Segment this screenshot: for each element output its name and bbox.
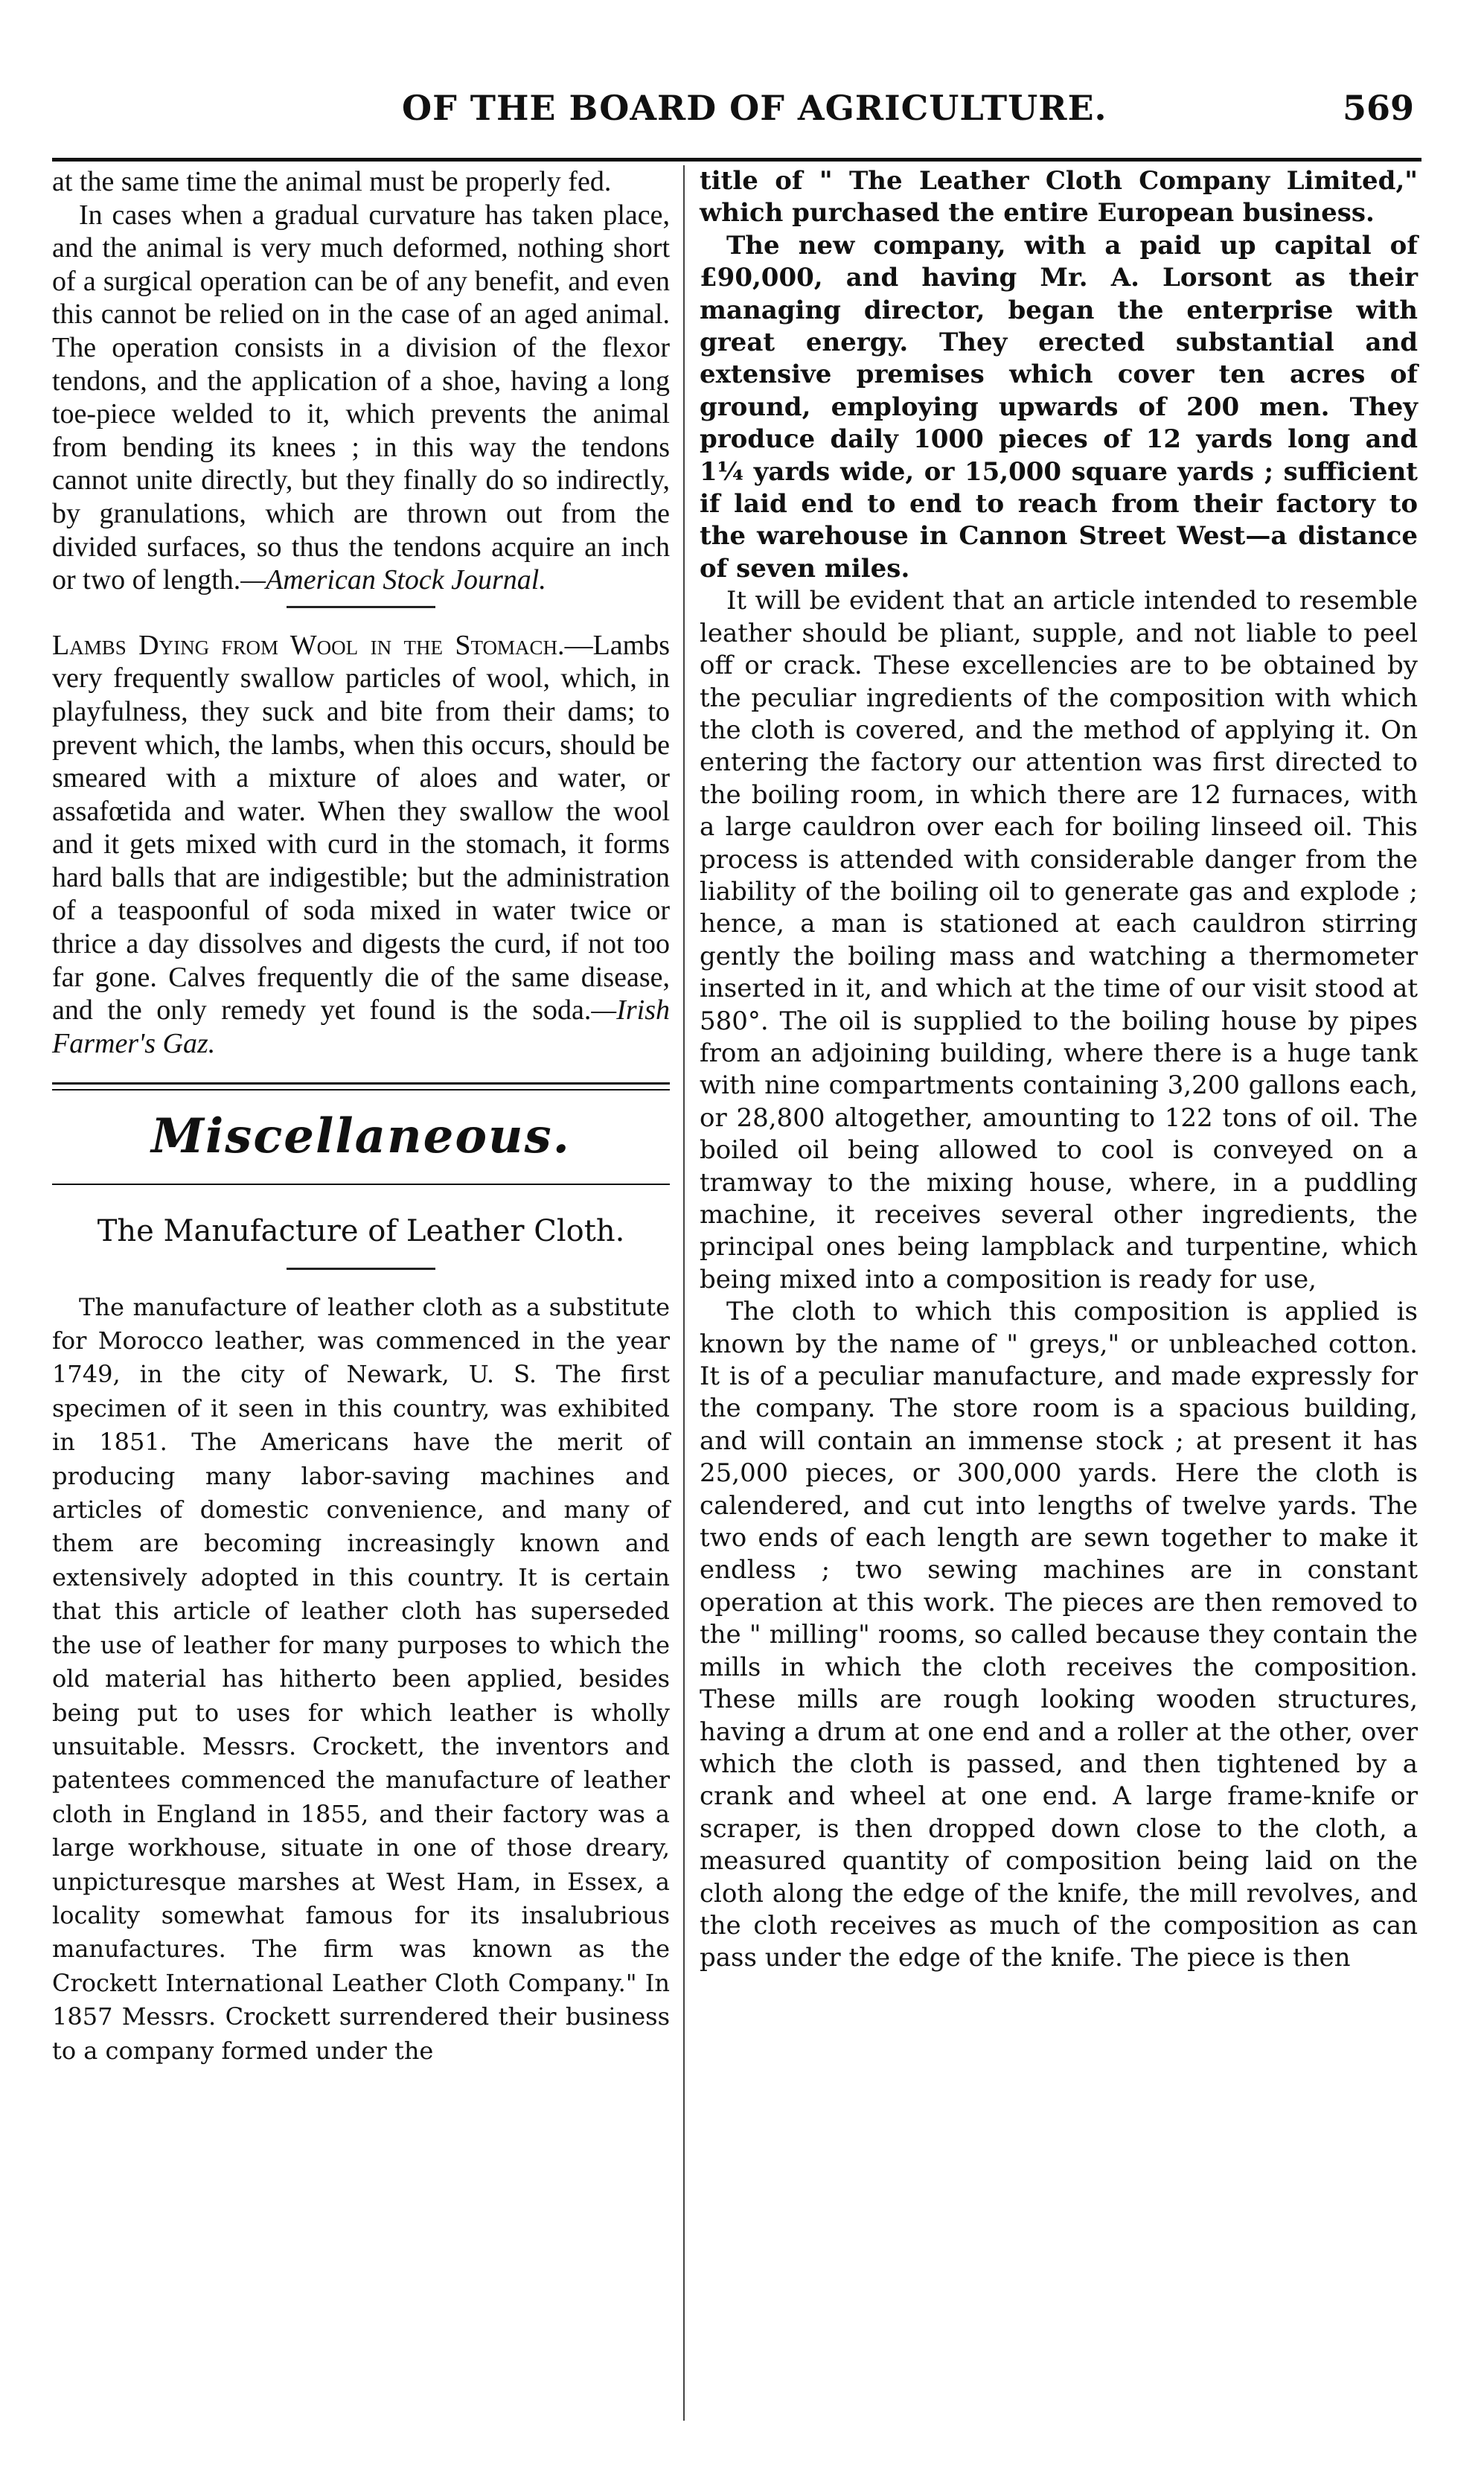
left-column <box>52 165 670 2068</box>
article-rule <box>287 1268 435 1270</box>
section-heading: Miscellaneous. <box>151 1108 571 1165</box>
section-rule-top <box>52 1082 670 1085</box>
section-rule-under <box>52 1184 670 1185</box>
right-paragraph-2: The new company, with a paid up capital of £90,000, and having Mr. A. Lorsont as their managing director, began the enterprise with great energy. They erected substantial and extensive premises which cover ten acres of ground, employing upwards of 200 men. They produce daily 1000 pieces of 12 yards long and 1¼ yards wide, or 15,000 square yards ; sufficient if laid end to end to reach from their factory to the warehouse in Cannon Street West—a distance of seven miles. <box>700 230 1418 584</box>
left-paragraph-4: The manufacture of leather cloth as a substitute for Morocco leather, was commenced in the year 1749, in the city of Newark, U. S. The first specimen of it seen in this country, was exhibited in 1851. The Americans have the merit of producing many labor-saving machines and articles of domestic convenience, and many of them are becoming increasingly known and extensively adopted in this country. It is certain that this article of leather cloth has superseded the use of leather for many purposes to which the old material has hitherto been applied, besides being put to uses for which leather is wholly unsuitable. Messrs. Crockett, the inventors and patentees commenced the manufacture of leather cloth in England in 1855, and their factory was a large workhouse, situate in one of those dreary, unpicturesque marshes at West Ham, in Essex, a locality somewhat famous for its insalubrious manufactures. The firm was known as the Crockett International Leather Cloth Company." In 1857 Messrs. Crockett surrendered their business to a company formed under the <box>52 1292 670 2065</box>
column-divider <box>683 165 685 2421</box>
lambs-heading: Lambs Dying from Wool in the Stomach. <box>52 629 565 661</box>
right-paragraph-4: The cloth to which this composition is applied is known by the name of " greys," or unbleached cotton. It is of a peculiar manufacture, and made expressly for the company. The store room is a spacious building, and will contain an immense stock ; at present it has 25,000 pieces, or 300,000 yards. Here the cloth is calendered, and cut into lengths of twelve yards. The two ends of each length are sewn together to make it endless ; two sewing machines are in constant operation at this work. The pieces are then removed to the " milling" rooms, so called because they contain the mills in which the cloth receives the composition. These mills are rough looking wooden structures, having a drum at one end and a roller at the other, over which the cloth is passed, and then tightened by a crank and wheel at one end. A large frame-knife or scraper, is then dropped down close to the cloth, a measured quantity of composition being laid on the cloth along the edge of the knife, the mill revolves, and the cloth receives as much of the composition as can pass under the edge of the knife. The piece is then <box>700 1297 1418 1973</box>
left-paragraph-2 <box>52 199 670 597</box>
article-title: The Manufacture of Leather Cloth. <box>97 1214 625 1249</box>
section-rule-bottom <box>52 1089 670 1090</box>
right-paragraph-1: title of " The Leather Cloth Company Limited," which purchased the entire European business. <box>700 166 1418 229</box>
header-rule <box>52 158 1421 162</box>
running-title: OF THE BOARD OF AGRICULTURE. <box>402 88 1107 128</box>
left-paragraph-1: at the same time the animal must be properly fed. <box>52 166 612 197</box>
lambs-source: —Irish Farmer's Gaz. <box>52 994 670 1059</box>
lambs-text: —Lambs very frequently swallow particles of wool, which, in playfulness, they suck and bite from their dams; to prevent which, the lambs, when this occurs, should be smeared with a mixture of aloes and water, or assafœtida and water. When they swallow the wool and it gets mixed with curd in the stomach, it forms hard balls that are indigestible; but the administration of a teaspoonful of soda mixed in water twice or thrice a day dissolves and digests the curd, if not too far gone. Calves frequently die of the same disease, and the only remedy yet found is the soda. <box>52 629 670 1026</box>
surgery-text: In cases when a gradual curvature has taken place, and the animal is very much deformed, nothing short of a surgical operation can be of any benefit, and even this cannot be relied on in the case of an aged animal. The operation consists in a division of the flexor tendons, and the application of a shoe, having a long toe-piece welded to it, which prevents the animal from bending its knees ; in this way the tendons cannot unite directly, but they finally do so indirectly, by granulations, which are thrown out from the divided surfaces, so thus the tendons acquire an inch or two of length. <box>52 199 670 596</box>
surgery-source: —American Stock Journal. <box>240 564 546 596</box>
page-number: 569 <box>1342 88 1414 128</box>
left-paragraph-3 <box>52 629 670 1061</box>
right-paragraph-3: It will be evident that an article intended to resemble leather should be pliant, supple, and not liable to peel off or crack. These excellencies are to be obtained by the peculiar ingredients of the composition with which the cloth is covered, and the method of applying it. On entering the factory our attention was first directed to the boiling room, in which there are 12 furnaces, with a large cauldron over each for boiling linseed oil. This process is attended with considerable danger from the liability of the boiling oil to generate gas and explode ; hence, a man is stationed at each cauldron stirring gently the boiling mass and watching a thermometer inserted in it, and which at the time of our visit stood at 580°. The oil is supplied to the boiling house by pipes from an adjoining building, where there is a huge tank with nine compartments containing 3,200 gallons each, or 28,800 altogether, amounting to 122 tons of oil. The boiled oil being allowed to cool is conveyed on a tramway to the mixing house, where, in a puddling machine, it receives several other ingredients, the principal ones being lampblack and turpentine, which being mixed into a composition is ready for use, <box>700 586 1418 1294</box>
right-column <box>700 165 1418 1975</box>
running-header <box>52 88 1414 132</box>
separator-rule <box>287 606 435 608</box>
